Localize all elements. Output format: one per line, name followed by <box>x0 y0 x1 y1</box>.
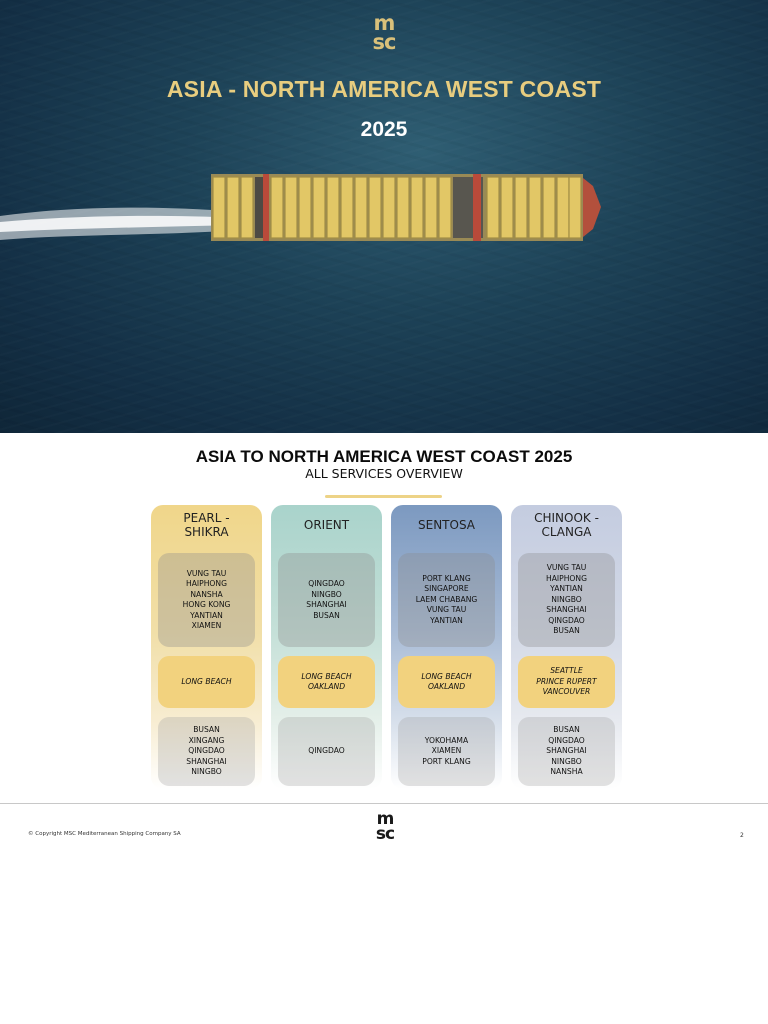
port-name: BUSAN <box>193 725 220 735</box>
service-card-chinook-clanga <box>511 505 622 789</box>
port-name: OAKLAND <box>427 682 466 691</box>
cover-hero <box>0 0 768 433</box>
port-name: NINGBO <box>311 589 342 599</box>
logo-bottom-line: sc <box>372 30 396 54</box>
asia-ports-box <box>518 553 615 647</box>
port-name: SHANGHAI <box>546 605 587 615</box>
service-card-pearl-shikra <box>151 505 262 789</box>
port-name: LAEM CHABANG <box>415 594 478 604</box>
port-name: VUNG TAU <box>546 563 587 573</box>
service-name-line: SENTOSA <box>418 518 475 532</box>
port-name: YOKOHAMA <box>424 735 469 745</box>
port-name: XIAMEN <box>191 621 222 630</box>
port-name: QINGDAO <box>308 579 345 588</box>
port-name: LONG BEACH <box>181 676 232 686</box>
port-name: SHANGHAI <box>546 746 587 756</box>
asia-ports-box <box>398 553 495 647</box>
port-name: NANSHA <box>550 767 583 777</box>
service-name <box>151 511 262 539</box>
cover-year: 2025 <box>360 118 408 141</box>
ship-wake <box>0 194 240 248</box>
service-name <box>271 518 382 532</box>
port-name: SEATTLE <box>550 666 583 676</box>
return-ports-box <box>158 717 255 786</box>
footer-divider <box>0 803 768 804</box>
port-name: YANTIAN <box>550 584 583 594</box>
service-name <box>391 518 502 532</box>
asia-ports-box <box>158 553 255 647</box>
port-name: VUNG TAU <box>426 605 467 615</box>
return-ports-box <box>278 717 375 786</box>
port-name: BUSAN <box>313 610 340 620</box>
port-name: BUSAN <box>553 626 580 636</box>
port-name: OAKLAND <box>307 682 346 691</box>
service-name-line: PEARL - <box>183 511 230 525</box>
port-name: NINGBO <box>551 594 582 604</box>
asia-ports-box <box>278 553 375 647</box>
port-name: BUSAN <box>553 725 580 735</box>
port-name: LONG BEACH <box>301 671 352 681</box>
port-name: VANCOUVER <box>542 687 591 697</box>
port-name: HAIPHONG <box>546 573 587 583</box>
logo-bottom-line: sc <box>375 824 395 844</box>
port-name: PORT KLANG <box>422 756 471 766</box>
service-name-line: SHIKRA <box>184 525 229 539</box>
port-name: XINGANG <box>188 735 225 745</box>
return-ports-box <box>518 717 615 786</box>
port-name: QINGDAO <box>548 735 585 745</box>
port-name: SHANGHAI <box>306 600 347 609</box>
port-name: NINGBO <box>551 756 582 766</box>
overview-title: ASIA TO NORTH AMERICA WEST COAST 2025 <box>195 447 573 466</box>
service-card-sentosa <box>391 505 502 789</box>
na-ports-box <box>518 656 615 708</box>
page-number: 2 <box>740 832 744 839</box>
msc-logo <box>363 11 405 54</box>
service-name <box>511 511 622 539</box>
return-ports-box <box>398 717 495 786</box>
logo-top-line: m <box>373 11 395 35</box>
na-ports-box <box>398 656 495 708</box>
port-name: LONG BEACH <box>421 671 472 681</box>
port-name: QINGDAO <box>188 746 225 756</box>
port-name: XIAMEN <box>431 746 462 756</box>
service-card-orient <box>271 505 382 789</box>
logo-top-line: m <box>376 809 394 829</box>
port-name: SINGAPORE <box>424 584 469 594</box>
port-name: QINGDAO <box>308 746 345 756</box>
port-name: YANTIAN <box>430 615 463 625</box>
title-underline <box>325 495 442 498</box>
na-ports-box <box>158 656 255 708</box>
msc-footer-logo <box>368 809 402 846</box>
port-name: HAIPHONG <box>186 579 227 588</box>
na-ports-box <box>278 656 375 708</box>
port-name: NINGBO <box>191 767 222 777</box>
container-ship <box>211 174 601 241</box>
port-name: PORT KLANG <box>422 573 471 583</box>
port-name: QINGDAO <box>548 615 585 625</box>
cover-title: ASIA - NORTH AMERICA WEST COAST <box>166 76 602 102</box>
port-name: SHANGHAI <box>186 756 227 766</box>
copyright-text: © Copyright MSC Mediterranean Shipping Company SA <box>28 831 181 837</box>
port-name: YANTIAN <box>190 610 223 620</box>
port-name: PRINCE RUPERT <box>536 676 597 686</box>
overview-subtitle: ALL SERVICES OVERVIEW <box>305 466 463 481</box>
service-name-line: CHINOOK - <box>534 511 599 525</box>
port-name: NANSHA <box>190 589 223 599</box>
port-name: VUNG TAU <box>186 568 227 578</box>
service-name-line: ORIENT <box>303 518 350 532</box>
port-name: HONG KONG <box>182 600 231 609</box>
service-name-line: CLANGA <box>541 525 592 539</box>
